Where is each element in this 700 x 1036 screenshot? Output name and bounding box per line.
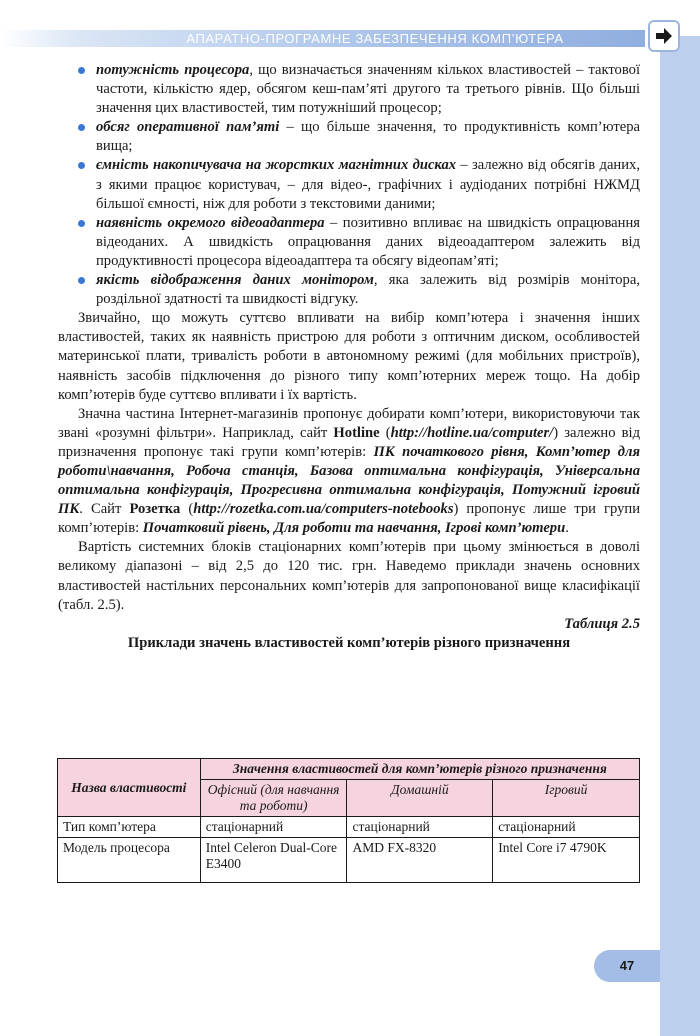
table-row bbox=[58, 817, 640, 838]
table-cell: стаціонарний bbox=[200, 817, 347, 838]
list-item bbox=[58, 214, 640, 271]
table-cell: Intel Core i7 4790K bbox=[493, 838, 640, 883]
table-cell: AMD FX-8320 bbox=[347, 838, 493, 883]
bullet-icon bbox=[78, 124, 85, 131]
bullet-text: , яка залежить від розмірів монітора, роздільної здатності та швидкості відгуку. bbox=[96, 272, 640, 308]
row-name: Тип комп’ютера bbox=[58, 817, 201, 838]
page-content bbox=[58, 61, 640, 653]
group-list: Початковий рівень, Для роботи та навчання, Ігрові комп’ютери bbox=[142, 520, 566, 537]
list-item bbox=[58, 61, 640, 118]
bullet-term: обсяг оперативної пам’яті bbox=[96, 119, 280, 136]
bullet-icon bbox=[78, 277, 85, 284]
bullet-text: – позитивно впливає на швидкість опрацювання відеоданих. А швидкість опрацювання даних відеоадаптером залежить від продуктивності процесора відеоадаптера та обсягу відеопам’яті; bbox=[96, 214, 640, 269]
bullet-icon bbox=[78, 162, 85, 169]
subcol-header: Домашній bbox=[347, 780, 493, 817]
table-cell: стаціонарний bbox=[347, 817, 493, 838]
bullet-term: потужність процесора bbox=[96, 62, 250, 78]
table-header-row bbox=[58, 759, 640, 780]
bullet-term: якість відображення даних монітором bbox=[96, 272, 374, 289]
list-item bbox=[58, 271, 640, 309]
table-row bbox=[58, 838, 640, 883]
site-url: http://rozetka.com.ua/computers-notebooks bbox=[193, 501, 454, 518]
col-name-header: Назва властивості bbox=[58, 759, 201, 817]
list-item bbox=[58, 118, 640, 156]
table-cell: стаціонарний bbox=[493, 817, 640, 838]
bullet-text: – що більше значення, то продуктивність комп’ютера вища; bbox=[96, 119, 641, 155]
page-number: 47 bbox=[594, 950, 660, 982]
table-title: Приклади значень властивостей комп’ютерів різного призначення bbox=[127, 634, 571, 651]
site-name: Розетка bbox=[129, 501, 181, 518]
bullet-term: наявність окремого відеоадаптера bbox=[96, 214, 325, 231]
col-group-header: Значення властивостей для комп’ютерів різного призначення bbox=[200, 759, 639, 780]
next-page-button[interactable] bbox=[648, 20, 680, 52]
bullet-text: – залежно від обсягів даних, з якими працює користувач, – для відео-, графічних і аудіоданих потрібні НЖМД більшої ємності, ніж для роботи з текстовими даними; bbox=[96, 157, 640, 212]
group-list: ПК початкового рівня, Комп’ютер для роботи\навчання, Робоча станція, Базова оптимальна конфігурація, Універсальна оптимальна конфігурація, Прогресивна оптимальна конфігурація, Потужний ігровий ПК bbox=[58, 443, 640, 518]
bullet-term: ємність накопичувача на жорстких магнітних дисках bbox=[96, 157, 457, 174]
row-name: Модель процесора bbox=[58, 838, 201, 883]
running-header: АПАРАТНО-ПРОГРАМНЕ ЗАБЕЗПЕЧЕННЯ КОМП’ЮТЕРА bbox=[186, 31, 564, 46]
bullet-icon bbox=[78, 220, 85, 227]
side-strip bbox=[660, 36, 700, 1036]
arrow-right-icon bbox=[654, 26, 674, 46]
site-name: Hotline bbox=[333, 424, 380, 441]
table-caption: Таблиця 2.5 bbox=[564, 615, 640, 632]
bullet-icon bbox=[78, 67, 85, 74]
paragraph-shops: Значна частина Інтернет-магазинів пропонує добирати комп’ютери, використовуючи так звані «розумні фільтри». Наприклад, сайт Hotline (http://hotline.ua/computer/) залежно від призначення пропонує такі групи комп’ютерів: ПК початкового рівня, Комп’ютер для роботи\навчання, Робоча станція, Базова оптимальна конфігурація, Універсальна оптимальна конфігурація, Прогресивна оптимальна конфігурація, Потужний ігровий ПК. Сайт Розетка (http://rozetka.com.ua/computers-notebooks) пропонує лише три групи комп’ютерів: Початковий рівень, Для роботи та навчання, Ігрові комп’ютери. bbox=[58, 405, 640, 537]
site-url: http://hotline.ua/computer/ bbox=[390, 424, 554, 441]
list-item bbox=[58, 156, 640, 213]
subcol-header: Ігровий bbox=[493, 780, 640, 817]
paragraph: Звичайно, що можуть суттєво впливати на вибір комп’ютера і значення інших властивостей, таких як наявність пристрою для роботи з оптичним диском, особливостей материнської плати, тривалість роботи в автономному режимі (для мобільних пристроїв), наявність засобів підключення до різного типу комп’ютерних мереж тощо. На добір комп’ютерів буде суттєво впливати і їх вартість. bbox=[58, 310, 640, 403]
properties-table bbox=[57, 758, 640, 883]
subcol-header: Офісний (для навчання та роботи) bbox=[200, 780, 347, 817]
paragraph: Вартість системних блоків стаціонарних комп’ютерів при цьому змінюється в доволі великому діапазоні – від 2,5 до 120 тис. грн. Наведемо приклади значень основних властивостей настільних персональних комп’ютерів для запропонованої вище класифікації (табл. 2.5). bbox=[58, 539, 640, 613]
bullet-text: , що визначається значенням кількох властивостей – тактової частоти, кількістю ядер, обсягом кеш-пам’яті другого та третього рівнів. Що більші значення цих властивостей, тим потужніший процесор; bbox=[96, 62, 640, 117]
table-cell: Intel Celeron Dual-Core E3400 bbox=[200, 838, 347, 883]
